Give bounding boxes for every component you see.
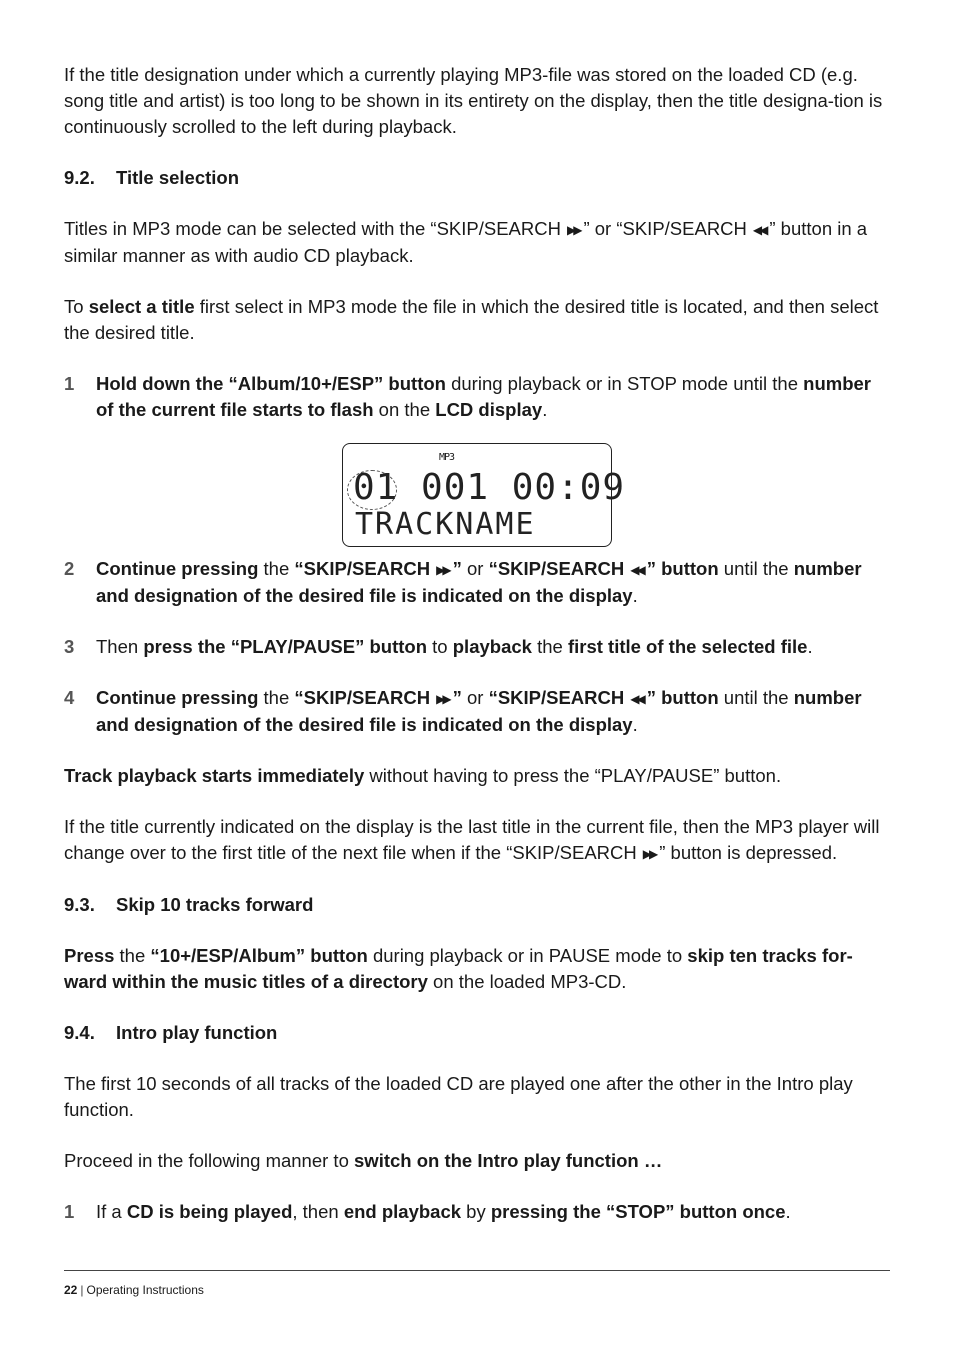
text-run: the (258, 558, 295, 579)
step-3 (64, 634, 890, 660)
text-run: without having to press the “PLAY/PAUSE” button. (364, 765, 782, 786)
lcd-figure (64, 423, 890, 556)
bold-run: ” (452, 687, 462, 708)
bold-run: “SKIP/SEARCH (294, 687, 431, 708)
text-run: until the (718, 687, 794, 708)
text-run: the (531, 636, 568, 657)
section-number: 9.2. (64, 167, 95, 188)
bold-run: LCD display (435, 399, 543, 420)
text-run: the (114, 945, 151, 966)
text-run: during playback or in PAUSE mode to (367, 945, 688, 966)
bold-run: select a title (88, 296, 195, 317)
bold-run: Continue pressing (96, 687, 259, 708)
section-title: Title selection (116, 167, 240, 188)
text-run: to (427, 636, 453, 657)
text-run: Proceed in the following manner to (64, 1150, 355, 1171)
bold-run: “10+/ESP/Album” button (150, 945, 368, 966)
bold-run: CD is being played (126, 1201, 293, 1222)
text-run: until the (718, 558, 794, 579)
bold-run: number and designation of the desired file is indicated on the display (96, 687, 862, 735)
text-run: by (461, 1201, 491, 1222)
title-selection-paragraph (64, 216, 890, 269)
bold-run: skip ten tracks for-ward within the music titles of a directory (64, 945, 853, 992)
select-title-paragraph (64, 294, 890, 346)
text-run: ” button is depressed. (659, 842, 838, 863)
text-run: To (64, 296, 89, 317)
text-run: . (632, 714, 638, 735)
step-number: 1 (64, 373, 75, 394)
skip-back-icon: ◀◀ (752, 223, 766, 237)
lcd-display (342, 443, 626, 547)
intro-paragraph: If the title designation under which a currently playing MP3-file was stored on the loaded CD (e.g. song title and artist) is too long to be shown in its entirety on the display, then the title designa-tion is continuously scrolled to the left during playback. (64, 64, 883, 137)
bold-run: pressing the “STOP” button once (490, 1201, 786, 1222)
bold-run: playback (452, 636, 532, 657)
page-number: 22 (64, 1283, 78, 1297)
bold-run: “SKIP/SEARCH (488, 687, 625, 708)
bold-run: Continue pressing (96, 558, 259, 579)
text-run: , then (292, 1201, 344, 1222)
step-number: 2 (64, 558, 75, 579)
section-heading-9-2 (64, 165, 890, 191)
section-heading-9-3 (64, 892, 890, 918)
step-intro-1 (64, 1199, 890, 1225)
footer-separator: | (80, 1283, 84, 1297)
text-run: or (461, 558, 489, 579)
text-run: on the loaded MP3-CD. (427, 971, 627, 992)
skip-forward-icon: ▶▶ (566, 223, 580, 237)
bold-run: “SKIP/SEARCH (488, 558, 625, 579)
step-4 (64, 685, 890, 738)
step-number: 4 (64, 687, 75, 708)
skip-back-icon: ◀◀ (630, 563, 643, 577)
text-run: on the (373, 399, 436, 420)
step-number: 1 (64, 1201, 75, 1222)
bold-run: first title of the selected file (567, 636, 808, 657)
section-heading-9-4 (64, 1020, 890, 1046)
skip-forward-icon: ▶▶ (642, 847, 656, 861)
section-title: Skip 10 tracks forward (116, 894, 314, 915)
text-run: . (785, 1201, 791, 1222)
last-title-paragraph (64, 814, 890, 867)
text-run: . (632, 585, 638, 606)
mp3-indicator: MP3 (439, 452, 455, 463)
text-run: Titles in MP3 mode can be selected with the “SKIP/SEARCH (64, 218, 561, 239)
footer-divider (64, 1270, 890, 1271)
text-run: first select in MP3 mode the file in which the desired title is located, and then select the desired title. (64, 296, 879, 343)
text-run: If a (96, 1201, 127, 1222)
bold-run: Hold down the “Album/10+/ESP” button (96, 373, 446, 394)
lcd-track-time: 01 001 00:09 (353, 467, 626, 508)
bold-run: number of the current file starts to flash (96, 373, 871, 420)
text-run: ” or “SKIP/SEARCH (583, 218, 747, 239)
bold-run: press the “PLAY/PAUSE” button (143, 636, 428, 657)
text-run: during playback or in STOP mode until the (445, 373, 804, 394)
track-playback-paragraph (64, 763, 890, 789)
skip-forward-icon: ▶▶ (436, 563, 449, 577)
bold-run: end playback (343, 1201, 462, 1222)
step-2 (64, 556, 890, 609)
text-run: . (807, 636, 813, 657)
bold-run: number and designation of the desired file is indicated on the display (96, 558, 862, 606)
text-run: Then (96, 636, 144, 657)
footer-text: Operating Instructions (86, 1283, 204, 1297)
step-number: 3 (64, 636, 75, 657)
bold-run: Track playback starts immediately (64, 765, 365, 786)
lcd-track-name: TRACKNAME (355, 507, 536, 542)
skip-back-icon: ◀◀ (630, 692, 643, 706)
text-run: the (258, 687, 295, 708)
section-number: 9.4. (64, 1022, 95, 1043)
bold-run: Press (64, 945, 115, 966)
proceed-paragraph (64, 1148, 890, 1174)
skip-ten-paragraph (64, 943, 890, 995)
step-1 (64, 371, 890, 423)
page-footer (64, 1283, 204, 1297)
text-run: If the title currently indicated on the display is the last title in the current file, then the MP3 player will change over to the first title of the next file when if the “SKIP/SEARCH (64, 816, 880, 863)
intro-play-paragraph: The first 10 seconds of all tracks of the loaded CD are played one after the other in the Intro play function. (64, 1073, 853, 1120)
bold-run: ” (452, 558, 462, 579)
text-run: or (461, 687, 489, 708)
section-number: 9.3. (64, 894, 95, 915)
page-content (64, 62, 890, 1225)
bold-run: ” button (646, 687, 719, 708)
text-run: . (542, 399, 548, 420)
skip-forward-icon: ▶▶ (436, 692, 449, 706)
section-title: Intro play function (116, 1022, 278, 1043)
bold-run: “SKIP/SEARCH (294, 558, 431, 579)
text-run: ” button in a similar manner as with audio CD playback. (64, 218, 868, 266)
bold-run: switch on the Intro play function … (354, 1150, 663, 1171)
bold-run: ” button (646, 558, 719, 579)
